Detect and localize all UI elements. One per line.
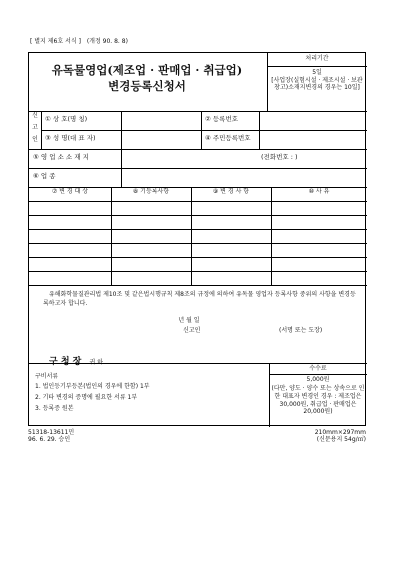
recipient-suffix: 귀 하 (89, 359, 103, 366)
side-label-3: 인 (32, 136, 38, 143)
col-change-target: ⑦ 변 경 대 상 (51, 188, 89, 195)
col-registered: ⑧ 기등록사항 (132, 188, 170, 195)
fee-amount: 5,000원 (306, 376, 330, 383)
title-line-2: 변경등록신청서 (108, 78, 186, 93)
recipient-line (49, 349, 103, 368)
date-label: 년 월 일 (178, 317, 200, 324)
business-type-label: ⑥ 업 종 (33, 172, 56, 180)
page-title (29, 63, 265, 94)
approval-code: 51318-13611민 (28, 429, 75, 436)
recipient: 구 청 장 (49, 357, 82, 367)
document-item: 1. 법인등기부등본(법인의 경우에 한함) 1부 (35, 383, 150, 390)
col-reason: ⑩ 사 유 (308, 188, 330, 195)
footer-left (28, 430, 74, 444)
col-change: ⑨ 변 경 사 항 (212, 188, 250, 195)
signature-label: (서명 또는 도장) (279, 327, 323, 334)
document-item: 2. 기타 변경의 증명에 필요한 서류 1부 (35, 394, 138, 401)
documents-title: 구비서류 (35, 373, 59, 380)
paper-type: (신문용지 54g/㎡) (316, 435, 366, 443)
document-item: 3. 등록증 원본 (35, 405, 74, 412)
revision-date: (개정 90. 8. 8) (86, 38, 128, 45)
form-note: [ 별지 제6호 서식 ] (30, 38, 81, 45)
application-form (28, 52, 366, 426)
declaration-text: 유해화학물질관리법 제10조 및 같은법시행규칙 제8조의 규정에 의하여 유독물 영업자 등록사항 중위의 사항을 변경등록하고자 합니다. (43, 291, 356, 308)
approval-date: 96. 6. 29. 승인 (28, 435, 71, 443)
processing-days: 5일 (312, 69, 322, 76)
rep-name-label: ③ 성 명(대 표 자) (45, 134, 96, 142)
side-label-1: 신 (32, 112, 38, 119)
fee-label: 수수료 (309, 365, 327, 372)
processing-note: [사업장(실험시설 · 제조시설 · 보관창고)소재지변경의 경우는 10일] (271, 77, 363, 91)
paper-size: 210mm×297mm (314, 429, 366, 436)
processing-period-label: 처리기간 (305, 55, 329, 62)
side-label-2: 고 (32, 124, 38, 131)
business-address-label: ⑤ 영 업 소 소 재 지 (33, 153, 89, 161)
trade-name-label: ① 상 호(명 칭) (45, 115, 88, 123)
reg-number-label: ② 등록번호 (205, 115, 239, 123)
fee-note: (다만, 양도 · 양수 또는 상속으로 인한 대표자 변경인 경우 : 제조업은 30,000원, 취급업 · 판매업은 20,000원) (271, 385, 365, 416)
footer-right (282, 430, 366, 444)
form-number (30, 39, 128, 46)
resident-number-label: ④ 주민등록번호 (205, 134, 251, 142)
title-line-1: 유독물영업(제조업 · 판매업 · 취급업) (51, 63, 243, 77)
reporter-label: 신고인 (183, 327, 201, 334)
phone-label: (전화번호 : ) (261, 153, 298, 161)
